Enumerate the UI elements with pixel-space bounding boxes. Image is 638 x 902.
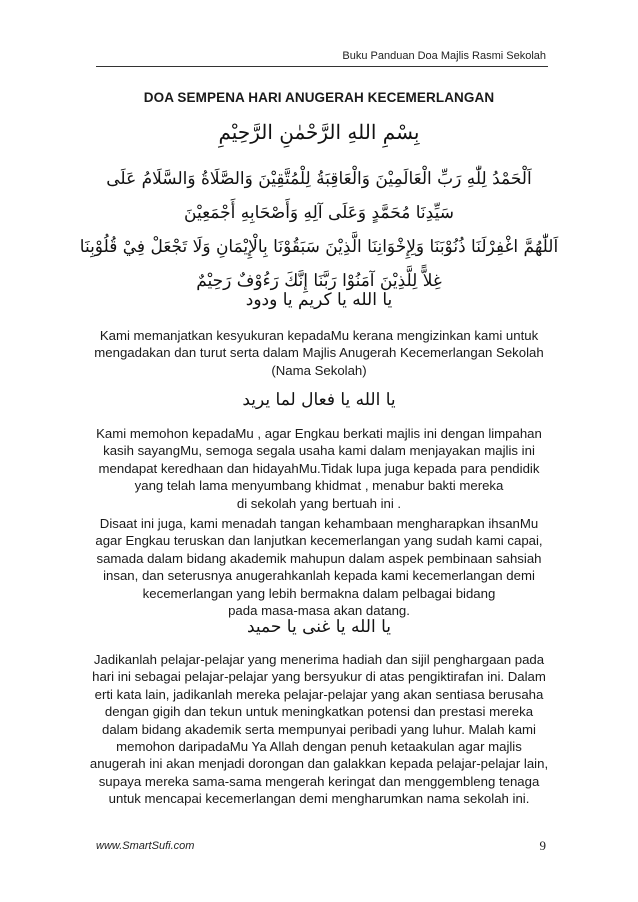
paragraph-blessing: Kami memohon kepadaMu , agar Engkau berkati majlis ini dengan limpahan kasih sayangMu, semoga segala usaha kami dalam menjayakan majlis ini mendapat keredhaan dan hidayahMu.Tidak lupa juga kepada para pendidik yang telah lama menyumbang khidmat , menabur bakti mereka di sekolah yang bertuah ini .	[96, 426, 542, 511]
basmala: بِسْمِ اللهِ الرَّحْمٰنِ الرَّحِيْمِ	[218, 120, 420, 144]
invocation-karim: يا الله يا كريم يا ودود	[245, 290, 393, 310]
paragraph-students: Jadikanlah pelajar-pelajar yang menerima hadiah dan sijil penghargaan pada hari ini sebagai pelajar-pelajar yang bersyukur di atas pengiktirafan ini. Dalam erti kata lain, jadikanlah mereka pelajar-pelajar yang akan sentiasa berusaha dengan gigih dan tekun untuk meningkatkan potensi dan prestasi mereka dalam bidang akademik serta mempunyai peribadi yang luhur. Malah kami memohon daripadaMu Ya Allah dengan penuh ketaakulan agar majlis anugerah ini akan menjadi dorongan dan galakkan kepada pelajar-pelajar lain, supaya mereka sama-sama mengerah keringat dan menggembleng tenaga untuk mencapai kecemerlangan demi mengharumkan nama sekolah ini.	[89, 652, 549, 807]
footer-website: www.SmartSufi.com	[96, 840, 195, 852]
opening-dua-arabic: اَلْحَمْدُ لِلّٰهِ رَبِّ الْعَالَمِيْنَ وَالْعَاقِبَةُ لِلْمُتَّقِيْنَ وَالصَّلَاةُ وَالسَّلَامُ عَلَى سَيِّدِنَا مُحَمَّدٍ وَعَلَى آلِهِ وَأَصْحَابِهِ أَجْمَعِيْنَ اَللّٰهُمَّ اغْفِرْلَنَا ذُنُوْبَنَا وَلِإِخْوَانِنَا الَّذِيْنَ سَبَقُوْنَا بِالْإِيْمَانِ وَلَا تَجْعَلْ فِيْ قُلُوْبِنَا غِلاًّ لِلَّذِيْنَ آمَنُوْا رَبَّنَا إِنَّكَ رَءُوْفٌ رَحِيْمٌ	[79, 169, 559, 291]
paragraph-gratitude: Kami memanjatkan kesyukuran kepadaMu kerana mengizinkan kami untuk mengadakan dan turut serta dalam Majlis Anugerah Kecemerlangan Sekolah (Nama Sekolah)	[94, 328, 544, 378]
document-title: DOA SEMPENA HARI ANUGERAH KECEMERLANGAN	[143, 90, 495, 105]
invocation-ghani: يا الله يا غنى يا حميد	[247, 617, 391, 637]
invocation-faal: يا الله يا فعال لما يريد	[242, 390, 396, 410]
page-number: 9	[539, 838, 546, 853]
header-title: Buku Panduan Doa Majlis Rasmi Sekolah	[342, 50, 546, 62]
paragraph-hope: Disaat ini juga, kami menadah tangan kehambaan mengharapkan ihsanMu agar Engkau teruskan dan lanjutkan kecemerlangan yang sudah kami capai, samada dalam bidang akademik mahupun dalam aspek pembinaan sahsiah insan, dan seterusnya anugerahkanlah kepada kami kecemerlangan demi kecemerlangan yang lebih bermakna dalam pelbagai bidang pada masa-masa akan datang.	[95, 516, 543, 619]
header-divider	[96, 66, 548, 67]
